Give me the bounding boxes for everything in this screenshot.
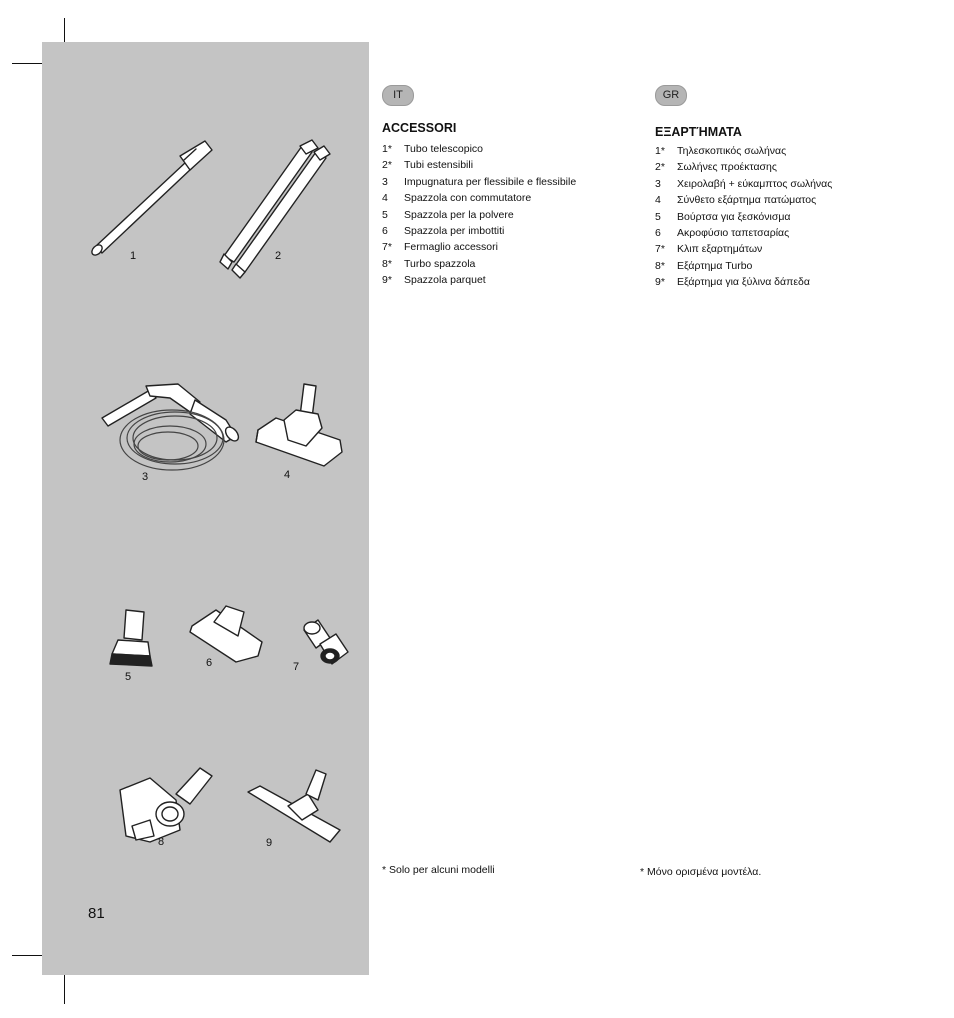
item-text: Impugnatura per flessibile e flessibile bbox=[404, 175, 577, 188]
item-text: Spazzola con commutatore bbox=[404, 192, 532, 205]
item-number: 5 bbox=[382, 208, 388, 221]
item-number: 6 bbox=[655, 226, 661, 239]
item-number: 4 bbox=[655, 194, 661, 207]
item-number: 6 bbox=[382, 224, 388, 237]
item-text: Σύνθετο εξάρτημα πατώματος bbox=[677, 194, 817, 207]
item-text: Βούρτσα για ξεσκόνισμα bbox=[677, 210, 791, 223]
item-number: 9* bbox=[655, 276, 665, 289]
hose-handle-illustration bbox=[102, 384, 241, 470]
list-item bbox=[382, 239, 632, 255]
list-item bbox=[655, 159, 905, 175]
dusting-brush-illustration bbox=[110, 610, 152, 666]
list-item bbox=[382, 223, 632, 239]
language-badge-gr: GR bbox=[655, 85, 687, 106]
item-text: Ακροφύσιο ταπετσαρίας bbox=[677, 226, 790, 239]
item-number: 2* bbox=[655, 161, 665, 174]
item-number: 8* bbox=[655, 259, 665, 272]
list-item bbox=[382, 141, 632, 157]
item-text: Κλιπ εξαρτημάτων bbox=[677, 243, 763, 256]
figure-label-8: 8 bbox=[158, 836, 165, 848]
item-number: 1* bbox=[655, 145, 665, 157]
turbo-brush-illustration bbox=[120, 768, 212, 842]
item-number: 4 bbox=[382, 192, 388, 205]
item-number: 2* bbox=[382, 159, 392, 172]
item-text: Εξάρτημα για ξύλινα δάπεδα bbox=[677, 276, 810, 289]
figure-label-6: 6 bbox=[206, 657, 213, 669]
list-item bbox=[382, 190, 632, 206]
item-number: 1* bbox=[382, 143, 392, 155]
list-item bbox=[382, 174, 632, 190]
list-item bbox=[655, 192, 905, 208]
list-item bbox=[655, 176, 905, 192]
list-item bbox=[655, 274, 905, 290]
item-number: 7* bbox=[382, 241, 392, 254]
list-item bbox=[382, 157, 632, 173]
list-item bbox=[655, 143, 905, 159]
item-text: Tubo telescopico bbox=[404, 143, 483, 155]
accessory-clip-illustration bbox=[304, 620, 348, 664]
item-text: Spazzola parquet bbox=[404, 274, 486, 287]
list-item bbox=[655, 225, 905, 241]
footnote-gr: * Μόνο ορισμένα μοντέλα. bbox=[640, 866, 762, 878]
item-text: Χειρολαβή + εύκαμπτος σωλήνας bbox=[677, 177, 833, 190]
section-title-gr: ΕΞΑΡΤΉΜΑΤΑ bbox=[655, 125, 742, 139]
list-item bbox=[382, 207, 632, 223]
item-number: 8* bbox=[382, 257, 392, 270]
item-text: Εξάρτημα Turbo bbox=[677, 259, 753, 272]
figure-label-9: 9 bbox=[266, 837, 273, 849]
figure-label-7: 7 bbox=[293, 661, 300, 673]
accessory-list-it bbox=[382, 141, 632, 289]
figure-label-4: 4 bbox=[284, 469, 291, 481]
item-text: Spazzola per imbottiti bbox=[404, 224, 505, 237]
item-text: Σωλήνες προέκτασης bbox=[677, 161, 777, 174]
item-text: Tubi estensibili bbox=[404, 159, 474, 172]
language-badge-it: IT bbox=[382, 85, 414, 106]
parquet-brush-illustration bbox=[248, 770, 340, 842]
accessory-list-gr bbox=[655, 143, 905, 291]
item-number: 7* bbox=[655, 243, 665, 256]
item-number: 3 bbox=[382, 175, 388, 188]
item-text: Spazzola per la polvere bbox=[404, 208, 514, 221]
figure-label-2: 2 bbox=[275, 250, 282, 262]
list-item bbox=[382, 272, 632, 288]
figure-label-5: 5 bbox=[125, 671, 132, 683]
page-number: 81 bbox=[88, 905, 105, 922]
list-item bbox=[382, 256, 632, 272]
list-item bbox=[655, 209, 905, 225]
item-number: 9* bbox=[382, 274, 392, 287]
upholstery-nozzle-illustration bbox=[190, 606, 262, 662]
list-item bbox=[655, 258, 905, 274]
figure-label-1: 1 bbox=[130, 250, 137, 262]
item-number: 5 bbox=[655, 210, 661, 223]
figure-label-3: 3 bbox=[142, 471, 149, 483]
item-text: Fermaglio accessori bbox=[404, 241, 498, 254]
item-number: 3 bbox=[655, 177, 661, 190]
item-text: Turbo spazzola bbox=[404, 257, 476, 270]
section-title-it: ACCESSORI bbox=[382, 121, 457, 135]
telescopic-tube-illustration bbox=[90, 141, 212, 257]
floor-nozzle-illustration bbox=[256, 384, 342, 466]
item-text: Τηλεσκοπικός σωλήνας bbox=[677, 145, 787, 157]
footnote-it: * Solo per alcuni modelli bbox=[382, 864, 495, 876]
list-item bbox=[655, 241, 905, 257]
